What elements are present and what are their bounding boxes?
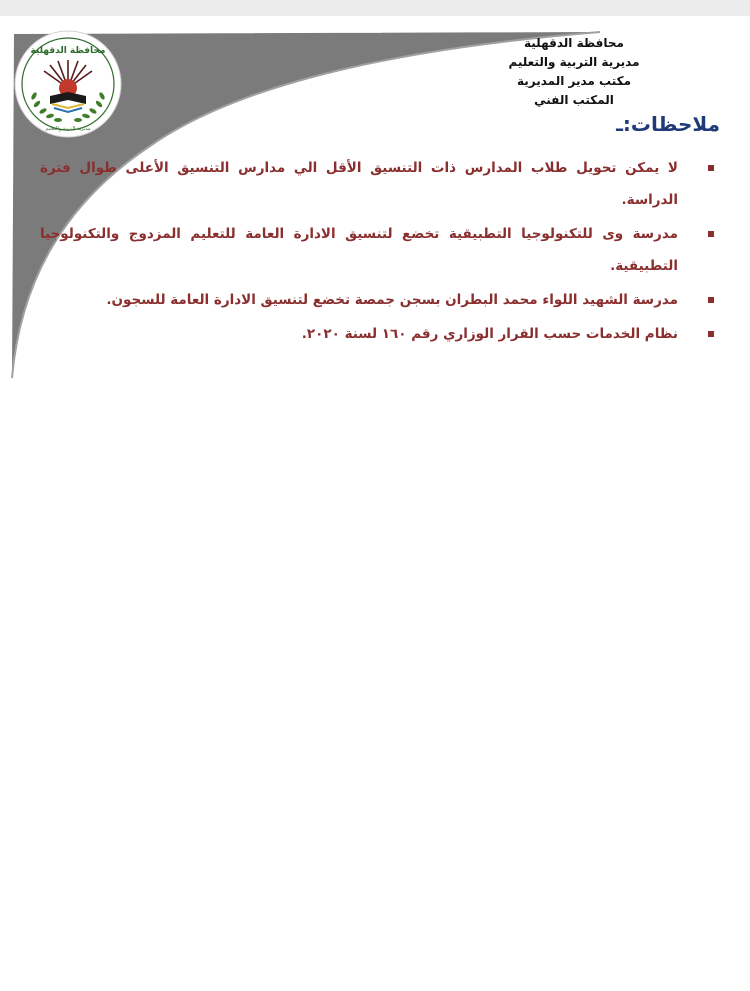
- list-item: [40, 318, 720, 350]
- seal-title-text: محافظة الدقهلية: [30, 46, 106, 56]
- notes-heading: ملاحظات:ـ: [616, 112, 720, 136]
- notes-list: [40, 152, 720, 352]
- square-bullet-icon: [708, 165, 714, 171]
- list-item: [40, 284, 720, 316]
- letterhead-office: مكتب مدير المديرية: [516, 74, 632, 88]
- note-text: نظام الخدمات حسب القرار الوزاري رقم ١٦٠ لسنة ٢٠٢٠.: [301, 326, 678, 342]
- square-bullet-icon: [708, 331, 714, 337]
- letterhead-directorate: مديرية التربية والتعليم: [508, 55, 640, 69]
- list-item: [40, 218, 720, 282]
- top-margin-strip: [0, 0, 750, 16]
- note-text: لا يمكن تحويل طلاب المدارس ذات التنسيق الأقل الي مدارس التنسيق الأعلى طوال فترة الدراسة.: [40, 160, 678, 208]
- letterhead: [464, 34, 684, 110]
- square-bullet-icon: [708, 297, 714, 303]
- note-text: مدرسة وى للتكنولوجيا التطبيقية تخضع لتنسيق الادارة العامة للتعليم المزدوج والتكنولوجيا التطبيقية.: [40, 226, 678, 274]
- list-item: [40, 152, 720, 216]
- letterhead-governorate: محافظة الدقهلية: [524, 36, 624, 50]
- letterhead-technical-office: المكتب الفني: [534, 93, 614, 107]
- governorate-seal-logo: [14, 30, 122, 138]
- document-page: [0, 16, 750, 991]
- seal-subtitle-text: مديرية التربية والتعليم: [45, 126, 91, 132]
- note-text: مدرسة الشهيد اللواء محمد البطران بسجن جمصة تخضع لتنسيق الادارة العامة للسجون.: [106, 292, 678, 308]
- square-bullet-icon: [708, 231, 714, 237]
